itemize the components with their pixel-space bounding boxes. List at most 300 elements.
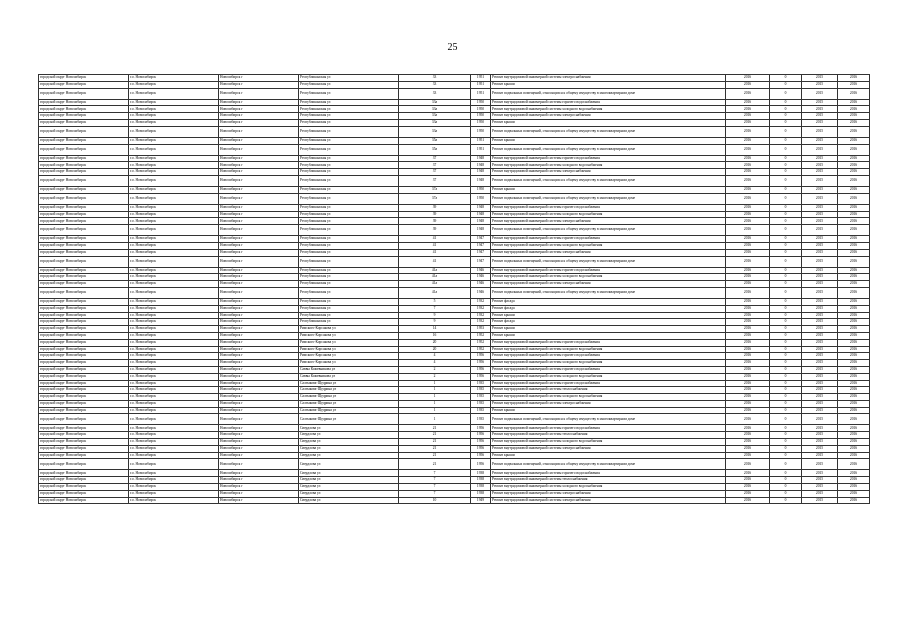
district-cell: г.о. Новосибирск <box>129 400 219 407</box>
work-type-cell: Ремонт фасада <box>491 319 726 326</box>
district-cell: г.о. Новосибирск <box>129 267 219 274</box>
year-cell: 1947 <box>471 236 491 243</box>
table-row <box>39 407 870 414</box>
city-cell: Новосибирск г <box>219 256 299 267</box>
house-cell: 33а <box>399 113 471 120</box>
table-row <box>39 360 870 367</box>
city-cell: Новосибирск г <box>219 319 299 326</box>
work-type-cell: Ремонт внутридомовой инженерной системы электроснабжения <box>491 75 726 82</box>
street-cell: Республиканская ул <box>299 298 399 305</box>
house-cell: 37 <box>399 155 471 162</box>
period-start-cell: 2015 <box>802 497 838 504</box>
table-row <box>39 432 870 439</box>
city-cell: Новосибирск г <box>219 439 299 446</box>
year-cell: 1946 <box>471 267 491 274</box>
work-type-cell: Ремонт крыши <box>491 452 726 459</box>
district-cell: г.о. Новосибирск <box>129 137 219 144</box>
street-cell: Республиканская ул <box>299 204 399 211</box>
street-cell: Республиканская ул <box>299 119 399 126</box>
municipality-cell: городской округ Новосибирск <box>39 326 129 333</box>
municipality-cell: городской округ Новосибирск <box>39 211 129 218</box>
street-cell: Республиканская ул <box>299 99 399 106</box>
period-start-cell: 2015 <box>802 155 838 162</box>
district-cell: г.о. Новосибирск <box>129 287 219 298</box>
city-cell: Новосибирск г <box>219 497 299 504</box>
value-cell: 0 <box>770 175 802 186</box>
period-end-cell: 2016 <box>838 319 870 326</box>
municipality-cell: городской округ Новосибирск <box>39 218 129 225</box>
district-cell: г.о. Новосибирск <box>129 119 219 126</box>
work-type-cell: Ремонт подвальных помещений, относящихся к общему имуществу в многоквартирном доме <box>491 256 726 267</box>
house-cell: 14 <box>399 326 471 333</box>
table-row <box>39 425 870 432</box>
plan-year-cell: 2016 <box>726 373 770 380</box>
city-cell: Новосибирск г <box>219 360 299 367</box>
year-cell: 1956 <box>471 360 491 367</box>
district-cell: г.о. Новосибирск <box>129 490 219 497</box>
table-row <box>39 380 870 387</box>
city-cell: Новосибирск г <box>219 75 299 82</box>
street-cell: Свердлова ул <box>299 452 399 459</box>
municipality-cell: городской округ Новосибирск <box>39 332 129 339</box>
district-cell: г.о. Новосибирск <box>129 312 219 319</box>
city-cell: Новосибирск г <box>219 380 299 387</box>
table-row <box>39 106 870 113</box>
municipality-cell: городской округ Новосибирск <box>39 287 129 298</box>
plan-year-cell: 2016 <box>726 75 770 82</box>
work-type-cell: Ремонт подвальных помещений, относящихся к общему имуществу в многоквартирном доме <box>491 193 726 204</box>
street-cell: Свердлова ул <box>299 490 399 497</box>
house-cell: 41а <box>399 287 471 298</box>
work-type-cell: Ремонт внутридомовой инженерной системы горячего водоснабжения <box>491 267 726 274</box>
street-cell: Республиканская ул <box>299 155 399 162</box>
work-type-cell: Ремонт фасада <box>491 298 726 305</box>
city-cell: Новосибирск г <box>219 445 299 452</box>
municipality-cell: городской округ Новосибирск <box>39 204 129 211</box>
period-end-cell: 2016 <box>838 477 870 484</box>
year-cell: 1948 <box>471 225 491 236</box>
plan-year-cell: 2016 <box>726 186 770 193</box>
period-start-cell: 2015 <box>802 346 838 353</box>
plan-year-cell: 2016 <box>726 312 770 319</box>
value-cell: 0 <box>770 249 802 256</box>
street-cell: Салтыкова-Щедрина ул <box>299 387 399 394</box>
year-cell: 1956 <box>471 445 491 452</box>
work-type-cell: Ремонт внутридомовой инженерной системы электроснабжения <box>491 169 726 176</box>
district-cell: г.о. Новосибирск <box>129 256 219 267</box>
value-cell: 0 <box>770 281 802 288</box>
plan-year-cell: 2016 <box>726 236 770 243</box>
plan-year-cell: 2016 <box>726 287 770 298</box>
table-row <box>39 373 870 380</box>
city-cell: Новосибирск г <box>219 88 299 99</box>
district-cell: г.о. Новосибирск <box>129 249 219 256</box>
city-cell: Новосибирск г <box>219 339 299 346</box>
street-cell: Республиканская ул <box>299 319 399 326</box>
plan-year-cell: 2016 <box>726 175 770 186</box>
city-cell: Новосибирск г <box>219 490 299 497</box>
year-cell: 1949 <box>471 497 491 504</box>
house-cell: 35а <box>399 137 471 144</box>
period-end-cell: 2016 <box>838 452 870 459</box>
municipality-cell: городской округ Новосибирск <box>39 477 129 484</box>
city-cell: Новосибирск г <box>219 332 299 339</box>
period-start-cell: 2015 <box>802 144 838 155</box>
municipality-cell: городской округ Новосибирск <box>39 360 129 367</box>
table-row <box>39 298 870 305</box>
plan-year-cell: 2016 <box>726 477 770 484</box>
value-cell: 0 <box>770 113 802 120</box>
value-cell: 0 <box>770 193 802 204</box>
municipality-cell: городской округ Новосибирск <box>39 242 129 249</box>
period-end-cell: 2016 <box>838 113 870 120</box>
house-cell: 1 <box>399 394 471 401</box>
house-cell: 1 <box>399 380 471 387</box>
work-type-cell: Ремонт внутридомовой инженерной системы электроснабжения <box>491 400 726 407</box>
street-cell: Республиканская ул <box>299 175 399 186</box>
house-cell: 37а <box>399 193 471 204</box>
municipality-cell: городской округ Новосибирск <box>39 425 129 432</box>
street-cell: Свердлова ул <box>299 432 399 439</box>
period-end-cell: 2016 <box>838 366 870 373</box>
city-cell: Новосибирск г <box>219 236 299 243</box>
period-start-cell: 2015 <box>802 119 838 126</box>
plan-year-cell: 2016 <box>726 113 770 120</box>
period-start-cell: 2015 <box>802 380 838 387</box>
district-cell: г.о. Новосибирск <box>129 353 219 360</box>
district-cell: г.о. Новосибирск <box>129 414 219 425</box>
table-row <box>39 366 870 373</box>
period-end-cell: 2016 <box>838 332 870 339</box>
period-start-cell: 2015 <box>802 445 838 452</box>
year-cell: 1956 <box>471 439 491 446</box>
district-cell: г.о. Новосибирск <box>129 155 219 162</box>
period-start-cell: 2015 <box>802 137 838 144</box>
street-cell: Республиканская ул <box>299 113 399 120</box>
house-cell: 33а <box>399 126 471 137</box>
street-cell: Римского-Корсакова ул <box>299 346 399 353</box>
table-row <box>39 99 870 106</box>
period-start-cell: 2015 <box>802 281 838 288</box>
municipality-cell: городской округ Новосибирск <box>39 470 129 477</box>
municipality-cell: городской округ Новосибирск <box>39 414 129 425</box>
table-row <box>39 353 870 360</box>
value-cell: 0 <box>770 490 802 497</box>
plan-year-cell: 2016 <box>726 305 770 312</box>
work-type-cell: Ремонт крыши <box>491 119 726 126</box>
table-row <box>39 274 870 281</box>
street-cell: Салтыкова-Щедрина ул <box>299 380 399 387</box>
value-cell: 0 <box>770 186 802 193</box>
year-cell: 1956 <box>471 452 491 459</box>
period-start-cell: 2015 <box>802 236 838 243</box>
value-cell: 0 <box>770 106 802 113</box>
period-start-cell: 2015 <box>802 312 838 319</box>
municipality-cell: городской округ Новосибирск <box>39 490 129 497</box>
value-cell: 0 <box>770 445 802 452</box>
municipality-cell: городской округ Новосибирск <box>39 274 129 281</box>
work-type-cell: Ремонт внутридомовой инженерной системы горячего водоснабжения <box>491 366 726 373</box>
table-row <box>39 445 870 452</box>
value-cell: 0 <box>770 407 802 414</box>
period-end-cell: 2016 <box>838 497 870 504</box>
year-cell: 1951 <box>471 144 491 155</box>
plan-year-cell: 2016 <box>726 459 770 470</box>
street-cell: Республиканская ул <box>299 186 399 193</box>
house-cell: 7 <box>399 490 471 497</box>
house-cell: 4 <box>399 353 471 360</box>
period-start-cell: 2015 <box>802 360 838 367</box>
period-end-cell: 2016 <box>838 425 870 432</box>
city-cell: Новосибирск г <box>219 204 299 211</box>
plan-year-cell: 2016 <box>726 298 770 305</box>
year-cell: 1952 <box>471 332 491 339</box>
value-cell: 0 <box>770 305 802 312</box>
street-cell: Свердлова ул <box>299 470 399 477</box>
district-cell: г.о. Новосибирск <box>129 346 219 353</box>
work-type-cell: Ремонт внутридомовой инженерной системы электроснабжения <box>491 490 726 497</box>
period-end-cell: 2016 <box>838 287 870 298</box>
period-end-cell: 2016 <box>838 162 870 169</box>
work-type-cell: Ремонт крыши <box>491 137 726 144</box>
house-cell: 39 <box>399 218 471 225</box>
house-cell: 5 <box>399 298 471 305</box>
period-start-cell: 2015 <box>802 387 838 394</box>
municipality-cell: городской округ Новосибирск <box>39 394 129 401</box>
period-start-cell: 2015 <box>802 394 838 401</box>
table-row <box>39 332 870 339</box>
value-cell: 0 <box>770 452 802 459</box>
street-cell: Салтыкова-Щедрина ул <box>299 414 399 425</box>
street-cell: Республиканская ул <box>299 169 399 176</box>
district-cell: г.о. Новосибирск <box>129 459 219 470</box>
year-cell: 1953 <box>471 326 491 333</box>
plan-year-cell: 2016 <box>726 119 770 126</box>
year-cell: 1950 <box>471 126 491 137</box>
work-type-cell: Ремонт подвальных помещений, относящихся к общему имуществу в многоквартирном доме <box>491 459 726 470</box>
city-cell: Новосибирск г <box>219 242 299 249</box>
plan-year-cell: 2016 <box>726 490 770 497</box>
district-cell: г.о. Новосибирск <box>129 380 219 387</box>
house-cell: 39 <box>399 211 471 218</box>
city-cell: Новосибирск г <box>219 186 299 193</box>
table-row <box>39 155 870 162</box>
period-end-cell: 2016 <box>838 414 870 425</box>
work-type-cell: Ремонт внутридомовой инженерной системы горячего водоснабжения <box>491 236 726 243</box>
value-cell: 0 <box>770 169 802 176</box>
value-cell: 0 <box>770 75 802 82</box>
house-cell: 37 <box>399 169 471 176</box>
work-type-cell: Ремонт внутридомовой инженерной системы электроснабжения <box>491 445 726 452</box>
value-cell: 0 <box>770 126 802 137</box>
street-cell: Свердлова ул <box>299 477 399 484</box>
house-cell: 41 <box>399 249 471 256</box>
street-cell: Республиканская ул <box>299 287 399 298</box>
table-row <box>39 326 870 333</box>
year-cell: 1932 <box>471 319 491 326</box>
period-start-cell: 2015 <box>802 490 838 497</box>
municipality-cell: городской округ Новосибирск <box>39 439 129 446</box>
district-cell: г.о. Новосибирск <box>129 319 219 326</box>
value-cell: 0 <box>770 360 802 367</box>
house-cell: 1 <box>399 414 471 425</box>
street-cell: Свердлова ул <box>299 497 399 504</box>
value-cell: 0 <box>770 144 802 155</box>
year-cell: 1938 <box>471 470 491 477</box>
period-end-cell: 2016 <box>838 249 870 256</box>
district-cell: г.о. Новосибирск <box>129 373 219 380</box>
period-end-cell: 2016 <box>838 459 870 470</box>
city-cell: Новосибирск г <box>219 249 299 256</box>
year-cell: 1952 <box>471 339 491 346</box>
plan-year-cell: 2016 <box>726 432 770 439</box>
plan-year-cell: 2016 <box>726 169 770 176</box>
house-cell: 39 <box>399 204 471 211</box>
plan-year-cell: 2016 <box>726 339 770 346</box>
plan-year-cell: 2016 <box>726 346 770 353</box>
table-row <box>39 81 870 88</box>
municipality-cell: городской округ Новосибирск <box>39 144 129 155</box>
plan-year-cell: 2016 <box>726 274 770 281</box>
district-cell: г.о. Новосибирск <box>129 432 219 439</box>
year-cell: 1946 <box>471 274 491 281</box>
house-cell: 7 <box>399 484 471 491</box>
period-start-cell: 2015 <box>802 274 838 281</box>
house-cell: 41 <box>399 242 471 249</box>
district-cell: г.о. Новосибирск <box>129 452 219 459</box>
work-type-cell: Ремонт внутридомовой инженерной системы холодного водоснабжения <box>491 484 726 491</box>
municipality-cell: городской округ Новосибирск <box>39 387 129 394</box>
year-cell: 1950 <box>471 106 491 113</box>
municipality-cell: городской округ Новосибирск <box>39 137 129 144</box>
house-cell: 2 <box>399 373 471 380</box>
period-start-cell: 2015 <box>802 470 838 477</box>
period-end-cell: 2016 <box>838 373 870 380</box>
value-cell: 0 <box>770 394 802 401</box>
value-cell: 0 <box>770 366 802 373</box>
work-type-cell: Ремонт внутридомовой инженерной системы электроснабжения <box>491 218 726 225</box>
period-start-cell: 2015 <box>802 373 838 380</box>
plan-year-cell: 2016 <box>726 155 770 162</box>
house-cell: 33а <box>399 119 471 126</box>
table-row <box>39 137 870 144</box>
city-cell: Новосибирск г <box>219 119 299 126</box>
value-cell: 0 <box>770 225 802 236</box>
period-start-cell: 2015 <box>802 332 838 339</box>
city-cell: Новосибирск г <box>219 432 299 439</box>
street-cell: Республиканская ул <box>299 144 399 155</box>
house-cell: 41 <box>399 256 471 267</box>
value-cell: 0 <box>770 425 802 432</box>
value-cell: 0 <box>770 204 802 211</box>
table-row <box>39 256 870 267</box>
district-cell: г.о. Новосибирск <box>129 497 219 504</box>
street-cell: Республиканская ул <box>299 211 399 218</box>
house-cell: 7 <box>399 477 471 484</box>
street-cell: Римского-Корсакова ул <box>299 326 399 333</box>
table-row <box>39 175 870 186</box>
municipality-cell: городской округ Новосибирск <box>39 162 129 169</box>
value-cell: 0 <box>770 155 802 162</box>
year-cell: 1950 <box>471 193 491 204</box>
work-type-cell: Ремонт подвальных помещений, относящихся к общему имуществу в многоквартирном доме <box>491 126 726 137</box>
period-end-cell: 2016 <box>838 144 870 155</box>
district-cell: г.о. Новосибирск <box>129 88 219 99</box>
district-cell: г.о. Новосибирск <box>129 218 219 225</box>
year-cell: 1935 <box>471 414 491 425</box>
period-end-cell: 2016 <box>838 225 870 236</box>
period-start-cell: 2015 <box>802 425 838 432</box>
district-cell: г.о. Новосибирск <box>129 387 219 394</box>
city-cell: Новосибирск г <box>219 267 299 274</box>
municipality-cell: городской округ Новосибирск <box>39 81 129 88</box>
street-cell: Салтыкова-Щедрина ул <box>299 407 399 414</box>
capital-repair-table <box>38 74 870 504</box>
plan-year-cell: 2016 <box>726 218 770 225</box>
house-cell: 39 <box>399 225 471 236</box>
value-cell: 0 <box>770 287 802 298</box>
table-body <box>39 75 870 504</box>
value-cell: 0 <box>770 353 802 360</box>
plan-year-cell: 2016 <box>726 99 770 106</box>
municipality-cell: городской округ Новосибирск <box>39 400 129 407</box>
street-cell: Республиканская ул <box>299 225 399 236</box>
municipality-cell: городской округ Новосибирск <box>39 236 129 243</box>
year-cell: 1938 <box>471 484 491 491</box>
city-cell: Новосибирск г <box>219 470 299 477</box>
value-cell: 0 <box>770 274 802 281</box>
table-row <box>39 305 870 312</box>
year-cell: 1950 <box>471 113 491 120</box>
value-cell: 0 <box>770 326 802 333</box>
street-cell: Салтыкова-Щедрина ул <box>299 394 399 401</box>
year-cell: 1948 <box>471 175 491 186</box>
house-cell: 41 <box>399 236 471 243</box>
period-start-cell: 2015 <box>802 439 838 446</box>
period-end-cell: 2016 <box>838 218 870 225</box>
district-cell: г.о. Новосибирск <box>129 366 219 373</box>
house-cell: 7 <box>399 305 471 312</box>
street-cell: Республиканская ул <box>299 193 399 204</box>
city-cell: Новосибирск г <box>219 211 299 218</box>
period-start-cell: 2015 <box>802 287 838 298</box>
year-cell: 1951 <box>471 88 491 99</box>
city-cell: Новосибирск г <box>219 477 299 484</box>
period-end-cell: 2016 <box>838 470 870 477</box>
period-end-cell: 2016 <box>838 267 870 274</box>
table-row <box>39 236 870 243</box>
house-cell: 21 <box>399 439 471 446</box>
work-type-cell: Ремонт внутридомовой инженерной системы теплоснабжения <box>491 477 726 484</box>
district-cell: г.о. Новосибирск <box>129 305 219 312</box>
plan-year-cell: 2016 <box>726 366 770 373</box>
house-cell: 37 <box>399 175 471 186</box>
city-cell: Новосибирск г <box>219 407 299 414</box>
municipality-cell: городской округ Новосибирск <box>39 380 129 387</box>
house-cell: 7 <box>399 470 471 477</box>
house-cell: 16 <box>399 332 471 339</box>
city-cell: Новосибирск г <box>219 99 299 106</box>
municipality-cell: городской округ Новосибирск <box>39 75 129 82</box>
city-cell: Новосибирск г <box>219 400 299 407</box>
house-cell: 37 <box>399 162 471 169</box>
city-cell: Новосибирск г <box>219 298 299 305</box>
period-end-cell: 2016 <box>838 387 870 394</box>
house-cell: 10 <box>399 497 471 504</box>
district-cell: г.о. Новосибирск <box>129 204 219 211</box>
year-cell: 1948 <box>471 169 491 176</box>
street-cell: Республиканская ул <box>299 137 399 144</box>
